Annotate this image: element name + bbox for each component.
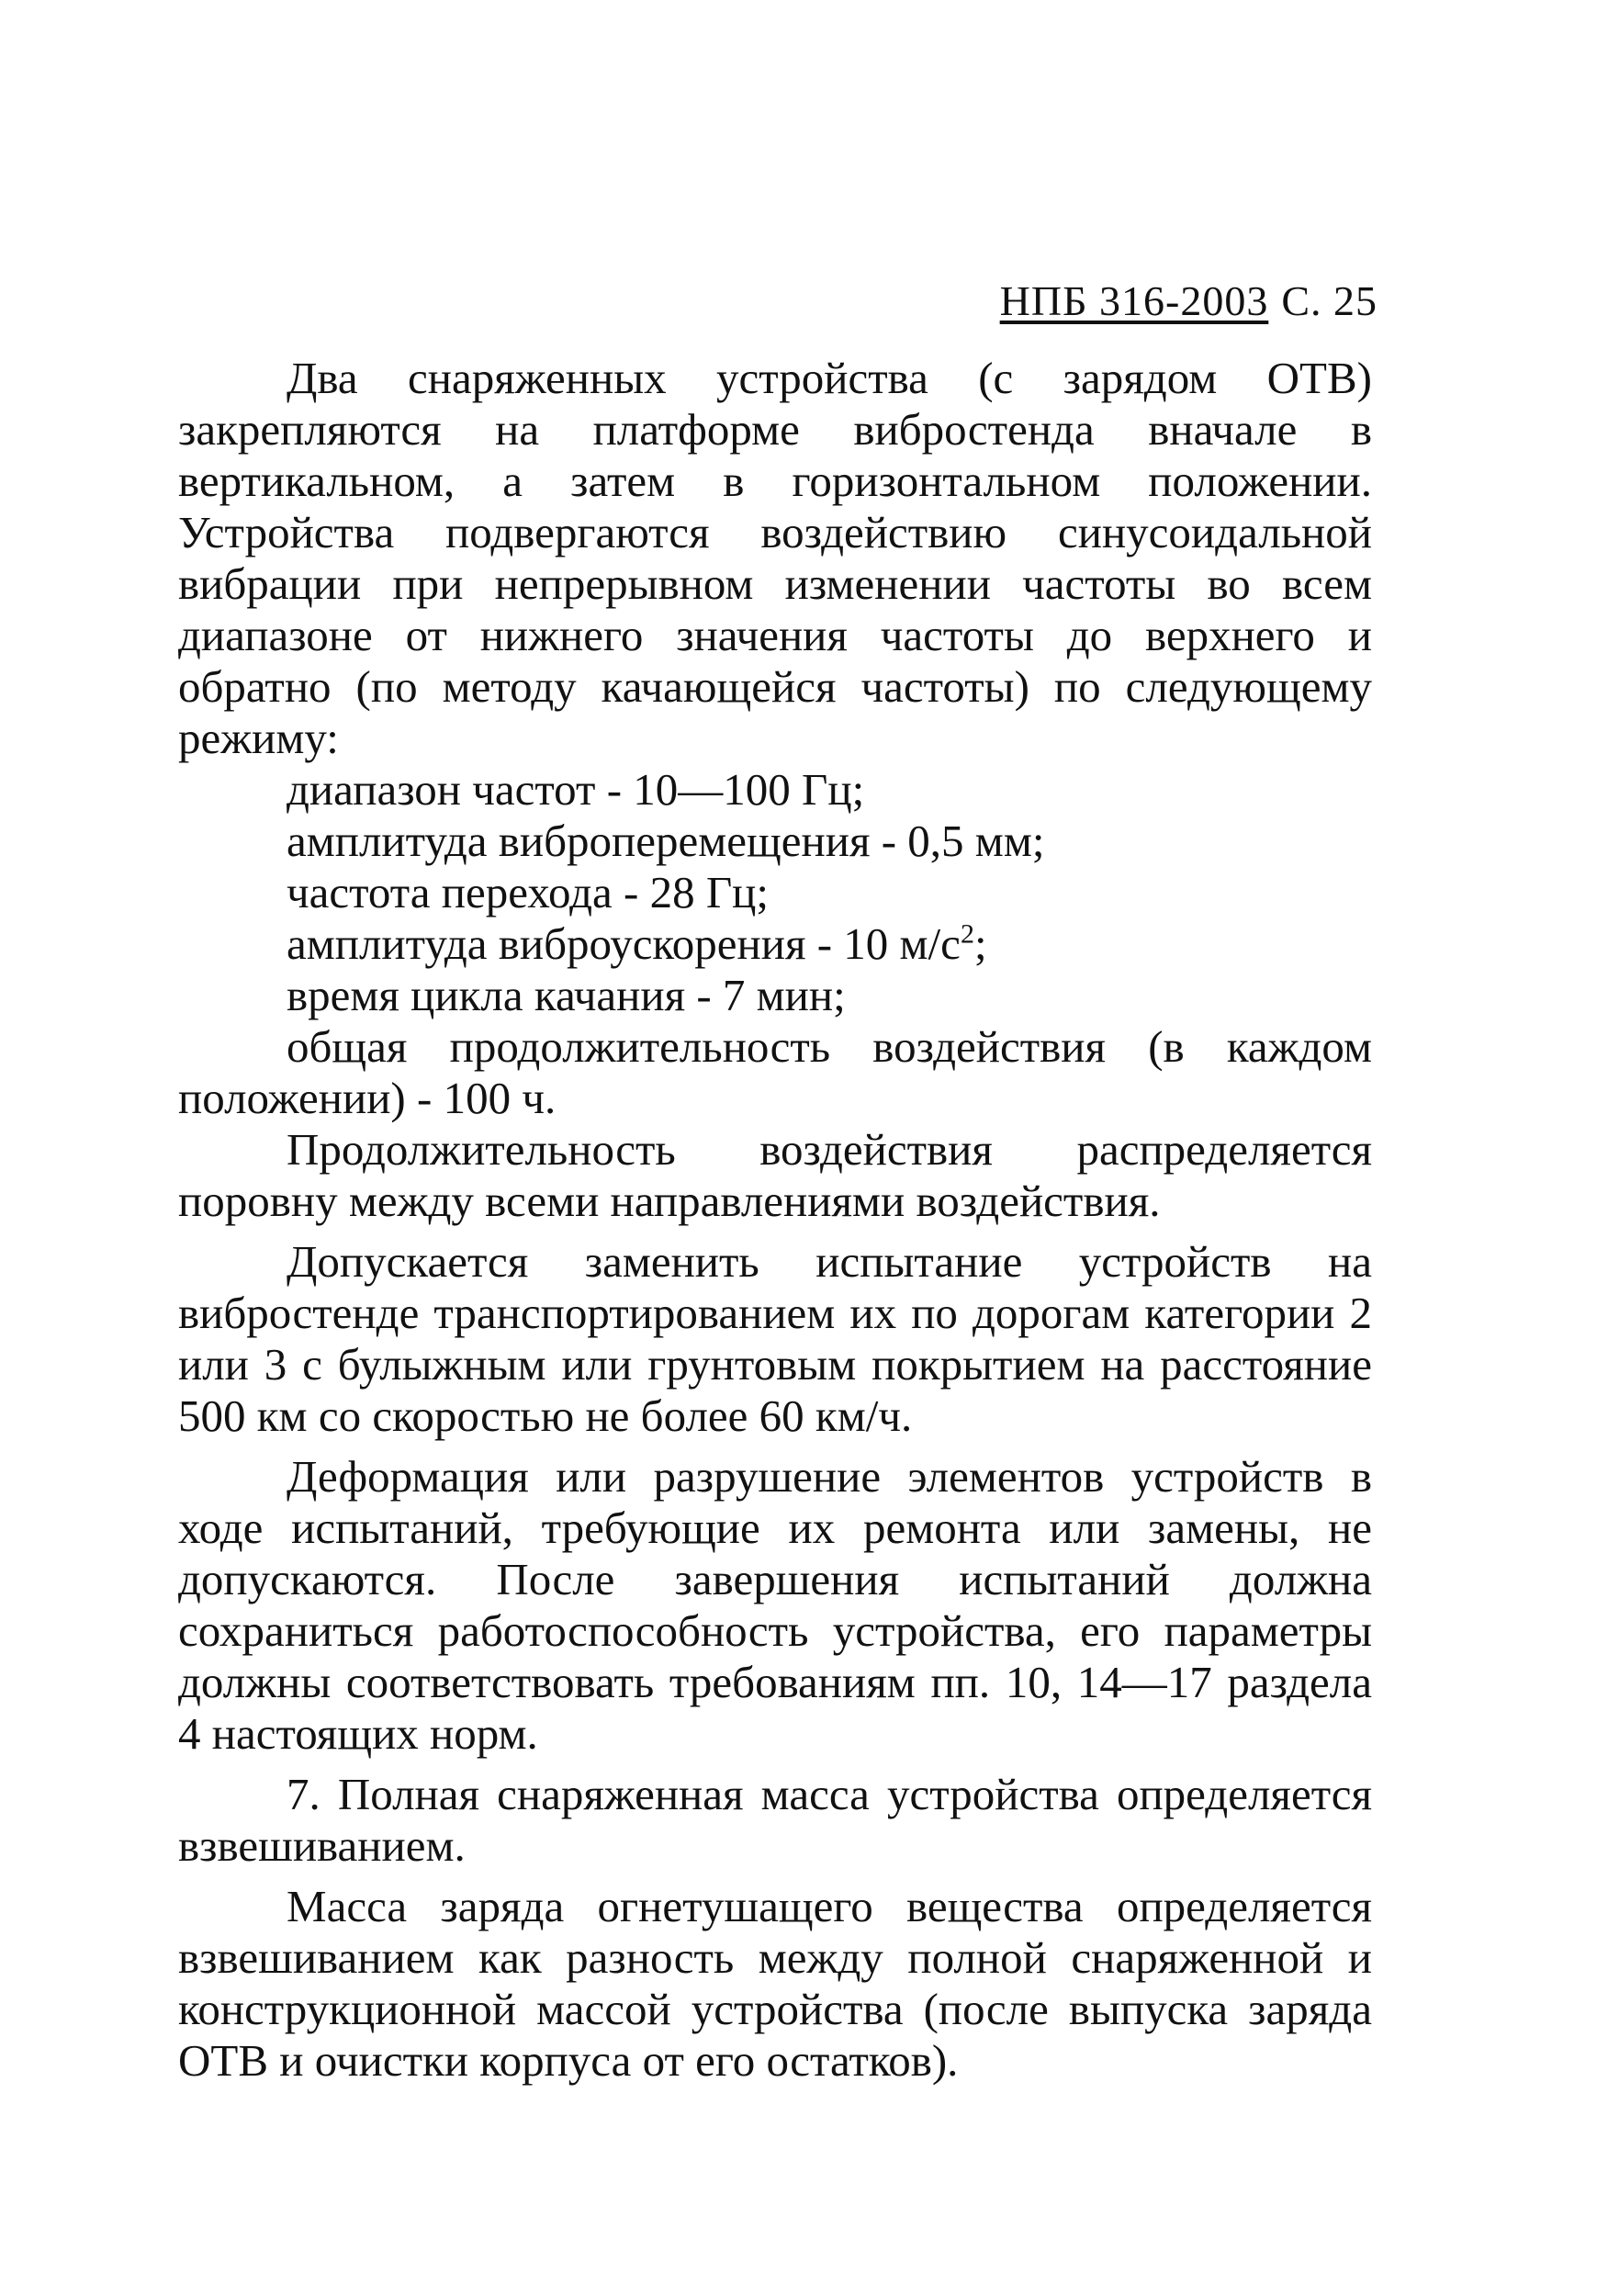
page-number: С. 25 — [1281, 277, 1377, 324]
document-code: НПБ 316-2003 — [999, 277, 1269, 324]
acceleration-text: амплитуда виброускорения - 10 м/с — [287, 918, 961, 969]
paragraph-transport-alternative: Допускается заменить испытание устройств на вибростенде транспортированием их по дорогам категории 2 или 3 с булыжным или грунтовым покрытием на расстояние 500 км со скоростью не более 60 км/ч. — [178, 1236, 1372, 1441]
paragraph-charge-mass: Масса заряда огнетушащего вещества определяется взвешиванием как разность между полной снаряженной и конструкционной массой устройства (после выпуска заряда ОТВ и очистки корпуса от его остатков). — [178, 1881, 1372, 2086]
paragraph-deformation-requirements: Деформация или разрушение элементов устройств в ходе испытаний, требующие их ремонта или замены, не допускаются. После завершения испытаний должна сохраниться работоспособность устройства, его параметры должны соответствовать требованиям пп. 10, 14—17 раздела 4 настоящих норм. — [178, 1451, 1372, 1759]
mode-item-acceleration-amplitude — [178, 918, 1372, 970]
paragraph-item-7-mass: 7. Полная снаряженная масса устройства определяется взвешиванием. — [178, 1769, 1372, 1871]
paragraph-duration-distribution: Продолжительность воздействия распределяется поровну между всеми направлениями воздействия. — [178, 1124, 1372, 1226]
acceleration-end: ; — [973, 918, 987, 969]
mode-item-frequency-range: диапазон частот - 10—100 Гц; — [287, 764, 865, 815]
page-header — [955, 276, 1377, 327]
mode-item-crossover-frequency: частота перехода - 28 Гц; — [287, 867, 769, 917]
body-text — [178, 353, 1372, 2087]
paragraph-vibration-test: Два снаряженных устройства (с зарядом ОТВ) закрепляются на платформе вибростенда вначале в вертикальном, а затем в горизонтальном положении. Устройства подвергаются воздействию синусоидальной вибрации при непрерывном изменении частоты во всем диапазоне от нижнего значения частоты до верхнего и обратно (по методу качающейся частоты) по следующему режиму: — [178, 353, 1372, 763]
mode-item-displacement-amplitude: амплитуда виброперемещения - 0,5 мм; — [287, 816, 1045, 866]
mode-item-sweep-time: время цикла качания - 7 мин; — [287, 970, 846, 1020]
acceleration-exponent: 2 — [960, 918, 974, 950]
mode-item-total-duration: общая продолжительность воздействия (в каждом положении) - 100 ч. — [178, 1021, 1372, 1123]
